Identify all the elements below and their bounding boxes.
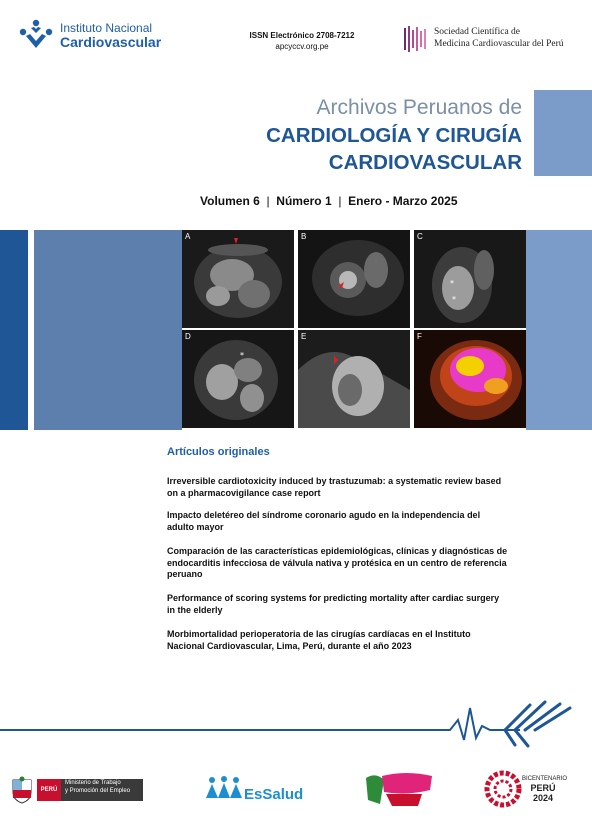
journal-title-line1: Archivos Peruanos de: [316, 96, 522, 119]
mri-panel-b: [298, 230, 410, 328]
cardiac-mri-perfusion-image: [414, 330, 526, 428]
society-emblem-icon: [402, 24, 428, 54]
cardiac-mri-image: [182, 230, 294, 328]
society-logo: [402, 22, 582, 56]
panel-label-b: B: [301, 232, 307, 241]
journal-title-main: [240, 122, 522, 176]
ecg-line-decoration: [0, 690, 592, 750]
ministry-label: [61, 779, 143, 801]
issue-separator: |: [263, 194, 273, 208]
incor-name-line1: Instituto Nacional: [60, 21, 153, 35]
cardiac-mri-image: [414, 230, 526, 328]
essalud-logo-text: EsSalud: [244, 786, 304, 803]
society-name-line1: Sociedad Científica de: [434, 27, 520, 37]
peru-badge: PERÚ: [37, 779, 61, 801]
bicentenario-label-line1: BICENTENARIO: [522, 776, 568, 782]
issue-number: Número 1: [276, 194, 332, 208]
issn-number: ISSN Electrónico 2708-7212: [249, 31, 355, 40]
incor-emblem-icon: [18, 18, 54, 54]
article-title[interactable]: Irreversible cardiotoxicity induced by trastuzumab: a systematic review based on a pharmacovigilance case report: [167, 476, 502, 498]
essalud-figures-icon: [204, 776, 244, 800]
mri-panel-d: [182, 330, 294, 428]
mri-panel-f: [414, 330, 526, 428]
articles-heading: Artículos originales: [167, 446, 270, 458]
cardiac-mri-image: [182, 330, 294, 428]
bicentenario-label-line2: PERÚ: [530, 783, 556, 793]
issue-info: [200, 194, 504, 208]
ministry-label-line2: y Promoción del Empleo: [65, 787, 131, 794]
bicentenario-logo-icon: [484, 770, 522, 808]
incor-name-line2: Cardiovascular: [60, 34, 162, 50]
svg-text:*: *: [240, 351, 244, 360]
issue-separator: |: [334, 194, 345, 208]
article-title[interactable]: Performance of scoring systems for predicting mortality after cardiac surgery in the elderly: [167, 593, 500, 615]
ministry-label-line1: Ministerio de Trabajo: [65, 780, 121, 786]
band-mid-block: [34, 230, 182, 430]
journal-title-line2: CARDIOLOGÍA Y CIRUGÍA: [266, 124, 522, 147]
bicentenario-label: [522, 775, 568, 803]
website-link[interactable]: apcyccv.org.pe: [275, 42, 329, 51]
band-dark-stripe: [0, 230, 28, 430]
incor-logo: [18, 18, 183, 54]
cardiac-mri-image: [298, 330, 410, 428]
panel-label-c: C: [417, 232, 423, 241]
society-name: [434, 26, 564, 50]
mri-panel-a: [182, 230, 294, 328]
title-accent-block: [534, 90, 592, 176]
issn-block: [236, 30, 368, 52]
panel-label-f: F: [417, 332, 422, 341]
issue-period: Enero - Marzo 2025: [348, 194, 458, 208]
article-title[interactable]: Impacto deletéreo del síndrome coronario agudo en la independencia del adulto mayor: [167, 510, 481, 532]
campaign-logo-icon: [362, 770, 436, 808]
society-name-line2: Medicina Cardiovascular del Perú: [434, 39, 564, 49]
cardiac-mri-image: [298, 230, 410, 328]
article-title[interactable]: Morbimortalidad perioperatoria de las cirugías cardíacas en el Instituto Nacional Cardiovascular, Lima, Perú, durante el año 2023: [167, 629, 471, 651]
peru-coat-of-arms-icon: [10, 776, 34, 804]
mri-panel-c: [414, 230, 526, 328]
band-right-block: [526, 230, 592, 430]
panel-label-a: A: [185, 232, 191, 241]
svg-text:*: *: [450, 279, 454, 288]
panel-label-e: E: [301, 332, 307, 341]
svg-text:*: *: [452, 295, 456, 304]
journal-title-line3: CARDIOVASCULAR: [328, 151, 522, 174]
bicentenario-label-line3: 2024: [532, 793, 554, 803]
article-title[interactable]: Comparación de las características epidemiológicas, clínicas y diagnósticas de endocarditis infecciosa de válvula nativa y protésica en un centro de referencia peruano: [167, 546, 508, 579]
issue-volume: Volumen 6: [200, 194, 260, 208]
panel-label-d: D: [185, 332, 191, 341]
incor-name: [60, 21, 161, 49]
mri-panel-e: [298, 330, 410, 428]
